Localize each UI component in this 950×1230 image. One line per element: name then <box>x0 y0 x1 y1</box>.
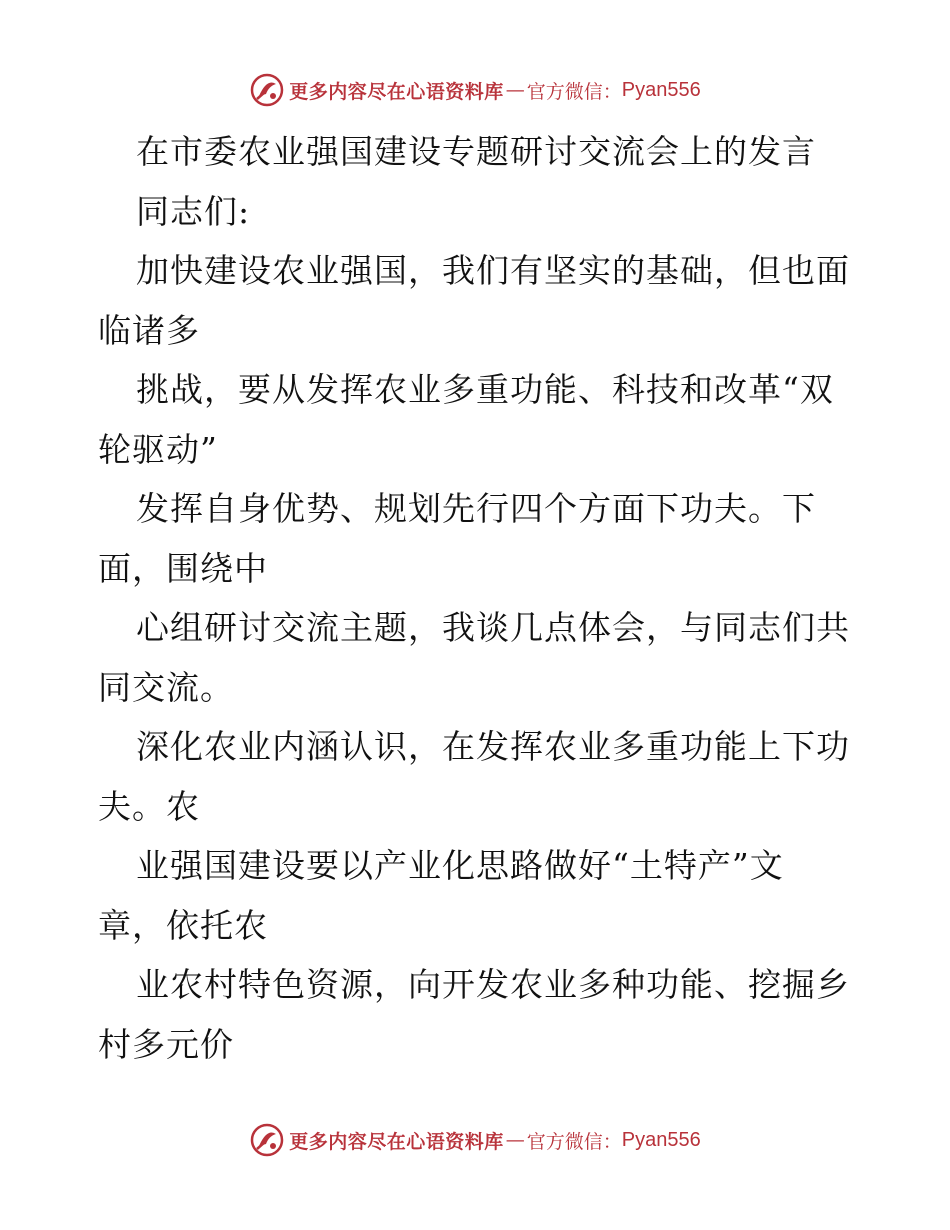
text-line: 村多元价 <box>98 1024 234 1064</box>
text-line: 发挥自身优势、规划先行四个方面下功夫。下 <box>136 489 816 528</box>
watermark-dash: — <box>505 1129 525 1151</box>
watermark-wechat: Pyan556 <box>621 1128 701 1151</box>
footer-watermark <box>0 1120 950 1160</box>
watermark-label: 官方微信： <box>526 1130 622 1153</box>
header-watermark <box>0 70 950 110</box>
document-body <box>98 122 858 1074</box>
text-line: 面，围绕中 <box>98 548 268 588</box>
logo-icon <box>249 1122 285 1158</box>
watermark-label: 官方微信： <box>526 80 622 103</box>
text-line: 同交流。 <box>98 667 234 707</box>
text-line: 业强国建设要以产业化思路做好“土特产”文 <box>136 846 784 885</box>
text-line: 轮驱动” <box>98 429 218 469</box>
logo-icon <box>249 72 285 108</box>
text-line: 夫。农 <box>98 786 200 826</box>
salutation: 同志们: <box>136 191 251 231</box>
text-line: 临诸多 <box>98 310 200 350</box>
text-line: 章，依托农 <box>98 905 268 945</box>
watermark-dash: — <box>505 79 525 101</box>
text-line: 业农村特色资源，向开发农业多种功能、挖掘乡 <box>136 965 850 1004</box>
text-line: 挑战，要从发挥农业多重功能、科技和改革“双 <box>136 370 834 409</box>
watermark-text: 更多内容尽在心语资料库 <box>289 1130 504 1153</box>
text-line: 深化农业内涵认识，在发挥农业多重功能上下功 <box>136 727 850 766</box>
watermark-text: 更多内容尽在心语资料库 <box>289 80 504 103</box>
text-line: 心组研讨交流主题，我谈几点体会，与同志们共 <box>136 608 850 647</box>
text-line: 加快建设农业强国，我们有坚实的基础，但也面 <box>136 251 850 290</box>
watermark-wechat: Pyan556 <box>621 78 701 101</box>
doc-title: 在市委农业强国建设专题研讨交流会上的发言 <box>136 132 816 171</box>
